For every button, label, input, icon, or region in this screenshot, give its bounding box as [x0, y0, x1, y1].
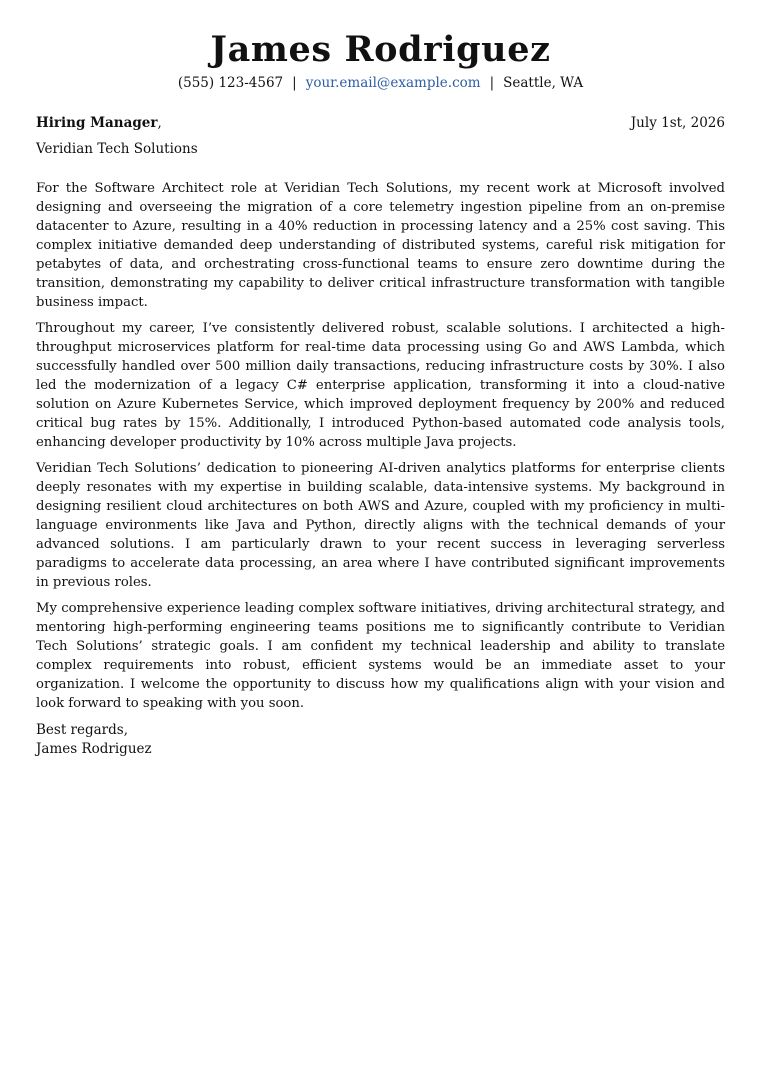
signature-name: James Rodriguez	[36, 741, 152, 757]
recipient-date-row	[36, 114, 725, 133]
body-paragraph: For the Software Architect role at Veridian Tech Solutions, my recent work at Microsoft involved designing and overseeing the migration of a core telemetry ingestion pipeline from an on-premise datacenter to Azure, resulting in a 40% reduction in processing latency and a 25% cost saving. This complex initiative demanded deep understanding of distributed systems, careful risk mitigation for petabytes of data, and orchestrating cross-functional teams to ensure zero downtime during the transition, demonstrating my capability to deliver critical infrastructure transformation with tangible business impact.	[36, 181, 725, 310]
letter-closing	[36, 721, 725, 759]
cover-letter-page	[36, 0, 725, 759]
letter-body	[36, 179, 725, 713]
contact-separator: |	[292, 75, 297, 91]
letter-date: July 1st, 2026	[630, 115, 725, 131]
recipient-greeting	[36, 114, 162, 133]
phone-number: (555) 123-4567	[177, 75, 284, 91]
recipient-name: Hiring Manager	[36, 115, 158, 131]
body-paragraph: My comprehensive experience leading complex software initiatives, driving architectural strategy, and mentoring high-performing engineering teams positions me to significantly contribute to Veridian Tech Solutions’ strategic goals. I am confident my technical leadership and ability to translate complex requirements into robust, efficient systems would be an immediate asset to your organization. I welcome the opportunity to discuss how my qualifications align with your vision and look forward to speaking with you soon.	[36, 601, 725, 711]
location: Seattle, WA	[503, 75, 584, 91]
applicant-name: James Rodriguez	[210, 29, 551, 70]
recipient-company: Veridian Tech Solutions	[36, 141, 198, 157]
contact-separator: |	[489, 75, 495, 91]
body-paragraph: Veridian Tech Solutions’ dedication to pioneering AI-driven analytics platforms for enterprise clients deeply resonates with my expertise in building scalable, data-intensive systems. My background in designing resilient cloud architectures on both AWS and Azure, coupled with my proficiency in multi-language environments like Java and Python, directly aligns with the technical demands of your advanced solutions. I am particularly drawn to your recent success in leveraging serverless paradigms to accelerate data processing, an area where I have contributed significant improvements in previous roles.	[36, 461, 725, 590]
body-paragraph: Throughout my career, I’ve consistently delivered robust, scalable solutions. I architected a high-throughput microservices platform for real-time data processing using Go and AWS Lambda, which successfully handled over 500 million daily transactions, reducing infrastructure costs by 30%. I also led the modernization of a legacy C# enterprise application, transforming it into a cloud-native solution on Azure Kubernetes Service, which improved deployment frequency by 200% and reduced critical bug rates by 15%. Additionally, I introduced Python-based automated code analysis tools, enhancing developer productivity by 10% across multiple Java projects.	[36, 321, 725, 450]
email-link[interactable]: your.email@example.com	[305, 75, 481, 91]
closing-salutation: Best regards,	[36, 722, 129, 738]
recipient-name-suffix: ,	[157, 115, 162, 131]
contact-line	[36, 73, 725, 93]
